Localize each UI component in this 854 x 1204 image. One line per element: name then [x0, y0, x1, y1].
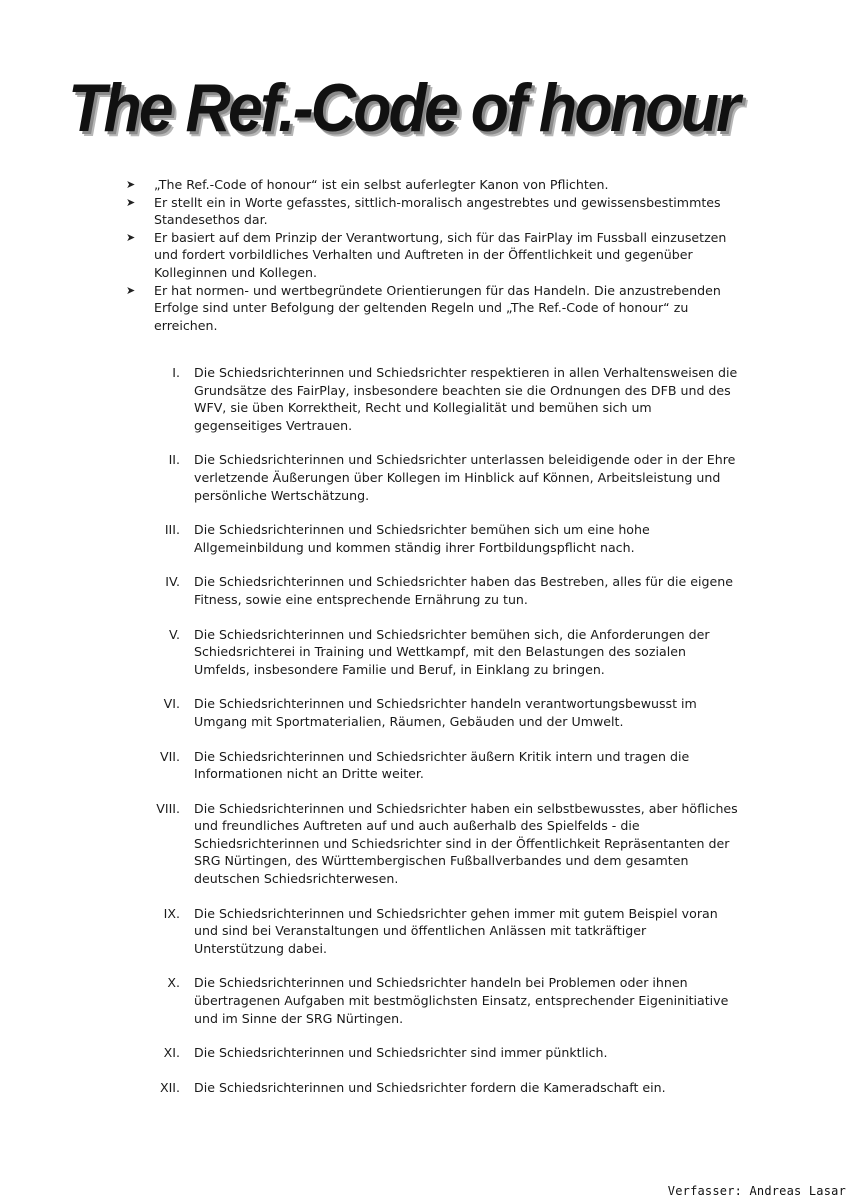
rule-numeral: XII.	[159, 1079, 180, 1095]
intro-item	[126, 229, 736, 282]
rule-numeral: I.	[172, 365, 180, 380]
rule-item	[150, 573, 740, 608]
rule-text: Die Schiedsrichterinnen und Schiedsrichter äußern Kritik intern und tragen die Informationen nicht an Dritte weiter.	[194, 748, 690, 782]
rule-item	[150, 905, 740, 958]
rules-list	[150, 364, 740, 1113]
intro-item	[126, 176, 736, 194]
arrowhead-bullet-icon: ➤	[126, 195, 136, 209]
intro-text: Er basiert auf dem Prinzip der Verantwortung, sich für das FairPlay im Fussball einzusetzen und fordert vorbildliches Verhalten und Auftreten in der Öffentlichkeit und gegenüber Kolleginnen und Kollegen.	[154, 229, 727, 280]
rule-item	[150, 1079, 740, 1097]
rule-item	[150, 695, 740, 730]
rule-numeral: II.	[168, 452, 180, 468]
rule-text: Die Schiedsrichterinnen und Schiedsrichter haben das Bestreben, alles für die eigene Fitness, sowie eine entsprechende Ernährung zu tun.	[194, 574, 733, 607]
rule-numeral: VII.	[159, 748, 180, 764]
rule-text: Die Schiedsrichterinnen und Schiedsrichter handeln verantwortungsbewusst im Umgang mit Sportmaterialien, Räumen, Gebäuden und der Umwelt.	[194, 696, 697, 729]
rule-text: Die Schiedsrichterinnen und Schiedsrichter bemühen sich, die Anforderungen der Schiedsrichterei in Training und Wettkampf, mit den Belastungen des sozialen Umfelds, insbesondere Familie und Beruf, in Einklang zu bringen.	[194, 626, 710, 677]
rule-numeral: XI.	[163, 1045, 180, 1061]
rule-item	[150, 748, 740, 783]
author-credit: Verfasser: Andreas Lasar	[667, 1184, 846, 1198]
intro-item	[126, 194, 736, 229]
rule-text: Die Schiedsrichterinnen und Schiedsrichter gehen immer mit gutem Beispiel voran und sind bei Veranstaltungen und öffentlichen Anlässen mit tatkräftiger Unterstützung dabei.	[194, 905, 718, 956]
rule-text: Die Schiedsrichterinnen und Schiedsrichter unterlassen beleidigende oder in der Ehre verletzende Äußerungen über Kollegen im Hinblick auf Können, Arbeitsleistung und persönliche Wertschätzung.	[194, 452, 736, 503]
rule-numeral: V.	[169, 626, 180, 642]
document-title: The Ref.-Code of honour	[68, 70, 738, 146]
rule-item	[150, 451, 740, 504]
rule-numeral: VIII.	[156, 800, 180, 816]
rule-numeral: IX.	[163, 905, 180, 921]
rule-item	[150, 1044, 740, 1062]
rule-text: Die Schiedsrichterinnen und Schiedsrichter fordern die Kameradschaft ein.	[194, 1079, 666, 1095]
intro-text: „The Ref.-Code of honour“ ist ein selbst auferlegter Kanon von Pflichten.	[154, 177, 609, 192]
rule-numeral: III.	[164, 522, 180, 538]
rule-text: Die Schiedsrichterinnen und Schiedsrichter bemühen sich um eine hohe Allgemeinbildung und kommen ständig ihrer Fortbildungspflicht nach.	[194, 522, 650, 555]
rule-text: Die Schiedsrichterinnen und Schiedsrichter respektieren in allen Verhaltensweisen die Grundsätze des FairPlay, insbesondere beachten sie die Ordnungen des DFB und des WFV, sie üben Korrektheit, Recht und Kollegialität und bemühen sich um gegenseitiges Vertrauen.	[194, 365, 738, 433]
arrowhead-bullet-icon: ➤	[126, 178, 136, 191]
arrowhead-bullet-icon: ➤	[126, 283, 136, 297]
rule-item	[150, 364, 740, 434]
rule-numeral: IV.	[165, 574, 180, 590]
rule-text: Die Schiedsrichterinnen und Schiedsrichter haben ein selbstbewusstes, aber höfliches und freundliches Auftreten auf und auch außerhalb des Spielfelds - die Schiedsrichterinnen und Schiedsrichter sind in der Öffentlichkeit Repräsentanten der SRG Nürtingen, des Württembergischen Fußballverbandes und dem gesamten deutschen Schiedsrichterwesen.	[194, 800, 738, 887]
rule-item	[150, 800, 740, 888]
rule-item	[150, 626, 740, 679]
rule-numeral: X.	[167, 975, 180, 991]
rule-item	[150, 974, 740, 1027]
intro-text: Er stellt ein in Worte gefasstes, sittlich-moralisch angestrebtes und gewissensbestimmtes Standesethos dar.	[154, 194, 721, 228]
rule-numeral: VI.	[163, 696, 180, 712]
arrowhead-bullet-icon: ➤	[126, 230, 136, 244]
intro-item	[126, 282, 736, 335]
rule-text: Die Schiedsrichterinnen und Schiedsrichter handeln bei Problemen oder ihnen übertragenen Aufgaben mit bestmöglichsten Einsatz, entsprechender Eigeninitiative und im Sinne der SRG Nürtingen.	[194, 975, 729, 1026]
rule-item	[150, 521, 740, 556]
rule-text: Die Schiedsrichterinnen und Schiedsrichter sind immer pünktlich.	[194, 1045, 608, 1061]
intro-list	[126, 176, 736, 334]
intro-text: Er hat normen- und wertbegründete Orientierungen für das Handeln. Die anzustrebenden Erfolge sind unter Befolgung der geltenden Regeln und „The Ref.-Code of honour“ zu erreichen.	[154, 282, 721, 333]
